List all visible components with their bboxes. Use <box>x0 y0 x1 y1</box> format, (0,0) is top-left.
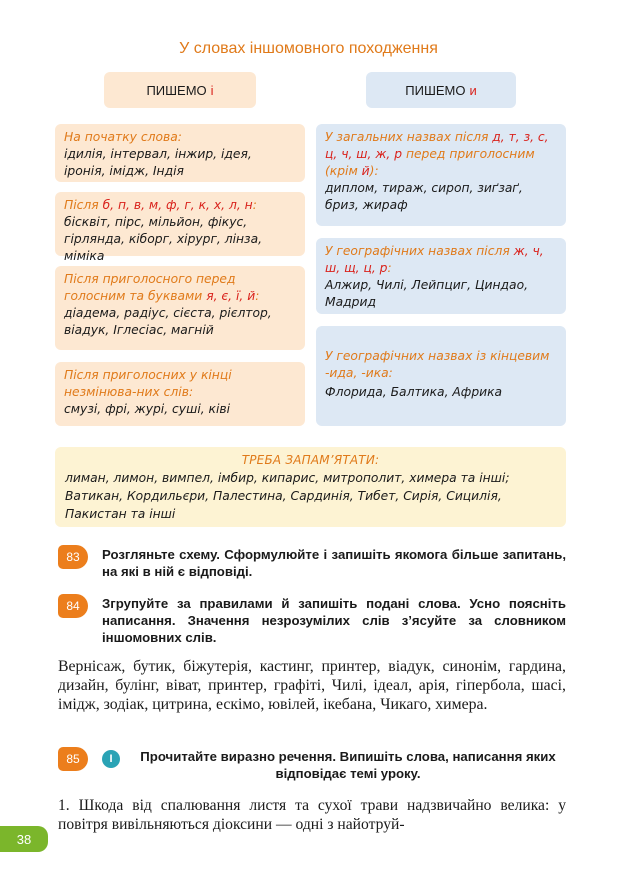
task-84 <box>58 594 566 650</box>
rule-letters: ж, ч, ш, щ, ц, р <box>325 244 544 275</box>
rule-suffix: : <box>255 289 260 303</box>
remember-box <box>55 447 566 527</box>
rule-suffix: перед приголосним (крім <box>325 147 535 178</box>
rule-letters: д, т, з, с, ц, ч, ш, ж, р <box>325 130 549 161</box>
rule-end: ): <box>369 164 379 178</box>
column-header-letter: и <box>469 82 477 98</box>
info-icon: І <box>102 750 120 768</box>
examples-text: ідилія, інтервал, інжир, ідея, іронія, імідж, Індія <box>64 147 252 178</box>
column-header-i <box>104 72 256 108</box>
task-number-badge: 84 <box>58 594 88 618</box>
word-list: Вернісаж, бутик, біжутерія, кастинг, принтер, віадук, синонім, гардина, дизайн, булінг, віват, принтер, графіті, Чилі, ідеал, арія, гіпербола, шасі, імідж, зодіак, цитрина, ескімо, ювілей, ікебана, Чикаго, химера. <box>58 658 566 713</box>
rule-box-geo-endings <box>316 326 566 426</box>
rule-letter-exception: й <box>361 164 370 178</box>
examples-text: Флорида, Балтика, Африка <box>325 385 503 399</box>
rule-prefix: У загальних назвах після <box>325 130 493 144</box>
examples-text: Алжир, Чилі, Лейпциг, Циндао, Мадрид <box>325 278 529 309</box>
rule-prefix: Після приголосного перед голосним та буквами <box>64 272 236 303</box>
task-85 <box>58 747 566 787</box>
task-text: Згрупуйте за правилами й запишіть подані слова. Усно поясніть написання. Значення незрозумілих слів з’ясуйте за словником іншомовних слів. <box>102 596 566 645</box>
task-text: Прочитайте виразно речення. Випишіть слова, написання яких відповідає темі уроку. <box>140 749 556 781</box>
rule-text <box>325 129 557 180</box>
rule-text: На початку слова: <box>64 130 182 144</box>
task-number-badge: 83 <box>58 545 88 569</box>
rule-letters: я, є, ї, й <box>206 289 256 303</box>
rule-box-word-start <box>55 124 305 182</box>
rule-text <box>325 243 557 277</box>
rule-box-before-vowel <box>55 266 305 350</box>
page-title: У словах іншомовного походження <box>179 40 438 57</box>
example-sentence: 1. Шкода від спалювання листя та сухої трави надзвичайно велика: у повітря вивільняються діоксини — одні з найотруй- <box>58 797 566 833</box>
remember-text: лиман, лимон, вимпел, імбир, кипарис, митрополит, химера та інші; Ватикан, Кордильєри, Палестина, Сардинія, Тибет, Сирія, Сицилія, Пакистан та інші <box>65 471 510 521</box>
rule-suffix: : <box>252 198 257 212</box>
examples-text: диплом, тираж, сироп, зиґзаґ, бриз, жираф <box>325 181 523 212</box>
rule-text <box>64 271 296 305</box>
column-header-letter: і <box>210 82 214 98</box>
page-number: 38 <box>0 826 48 852</box>
rule-letters: б, п, в, м, ф, г, к, х, л, н <box>102 198 253 212</box>
column-header-label: ПИШЕМО <box>146 82 207 98</box>
examples-text: смузі, фрі, журі, суші, ківі <box>64 402 231 416</box>
examples-text: бісквіт, пірс, мільйон, фікус, гірлянда, кіборг, хірург, лінза, міміка <box>64 215 263 263</box>
task-number-badge: 85 <box>58 747 88 771</box>
rule-text: У географічних назвах із кінцевим -ида, -ика: <box>325 349 550 380</box>
examples-text: діадема, радіус, сієста, рієлтор, віадук, Іглесіас, магній <box>64 306 272 337</box>
rule-box-geo-after-consonants <box>316 238 566 314</box>
rule-prefix: У географічних назвах після <box>325 244 514 258</box>
rule-text <box>64 197 296 214</box>
rule-suffix: : <box>387 261 392 275</box>
rule-box-common-nouns <box>316 124 566 226</box>
rule-box-after-consonants <box>55 192 305 263</box>
task-83 <box>58 545 566 585</box>
rule-text: Після приголосних у кінці незмінюва-них слів: <box>64 368 232 399</box>
rule-box-indeclinable <box>55 362 305 426</box>
remember-heading: ТРЕБА ЗАПАМ’ЯТАТИ: <box>241 453 380 467</box>
task-text: Розгляньте схему. Сформулюйте і запишіть якомога більше запитань, на які в ній є відповіді. <box>102 547 566 579</box>
rule-prefix: Після <box>64 198 103 212</box>
column-header-label: ПИШЕМО <box>405 82 466 98</box>
column-header-y <box>366 72 516 108</box>
